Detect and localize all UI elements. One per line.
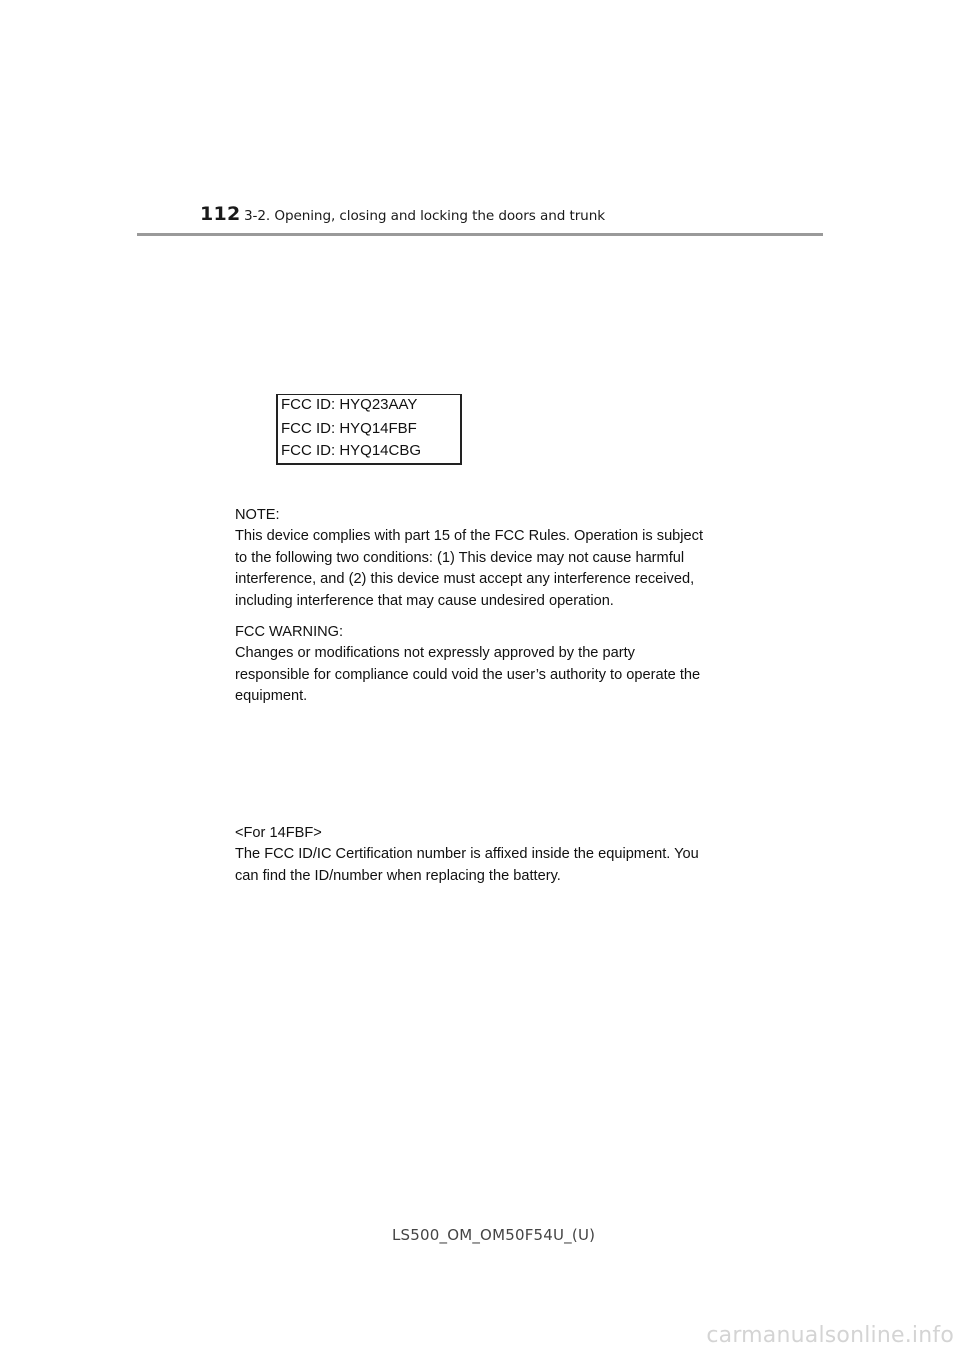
page-number: 112 (200, 203, 241, 225)
fbf-line: can find the ID/number when replacing the battery. (235, 867, 561, 884)
fbf-line: The FCC ID/IC Certification number is affixed inside the equipment. You (235, 846, 699, 863)
header-divider (137, 233, 823, 236)
fcc-id-box (276, 394, 462, 465)
document-code-footer: LS500_OM_OM50F54U_(U) (392, 1226, 596, 1244)
warning-line: equipment. (235, 688, 308, 705)
note-line: interference, and (2) this device must accept any interference received, (235, 571, 695, 588)
fcc-id-line: FCC ID: HYQ14CBG (281, 442, 422, 459)
page-header (0, 0, 960, 240)
warning-line: Changes or modifications not expressly approved by the party (235, 645, 635, 662)
fcc-id-line: FCC ID: HYQ23AAY (281, 396, 418, 413)
note-line: to the following two conditions: (1) This device may not cause harmful (235, 549, 685, 566)
fbf-note-block (235, 823, 755, 887)
fcc-id-line: FCC ID: HYQ14FBF (281, 420, 417, 437)
fbf-heading: <For 14FBF> (235, 825, 322, 841)
fcc-warning-block (235, 622, 755, 708)
watermark: carmanualsonline.info (706, 1323, 954, 1348)
note-line: including interference that may cause undesired operation. (235, 592, 614, 609)
warning-line: responsible for compliance could void the user’s authority to operate the (235, 666, 701, 683)
section-title: 3-2. Opening, closing and locking the doors and trunk (244, 208, 605, 224)
note-heading: NOTE: (235, 507, 280, 523)
note-line: This device complies with part 15 of the FCC Rules. Operation is subject (235, 528, 704, 545)
note-block (235, 505, 755, 612)
warning-heading: FCC WARNING: (235, 624, 344, 640)
